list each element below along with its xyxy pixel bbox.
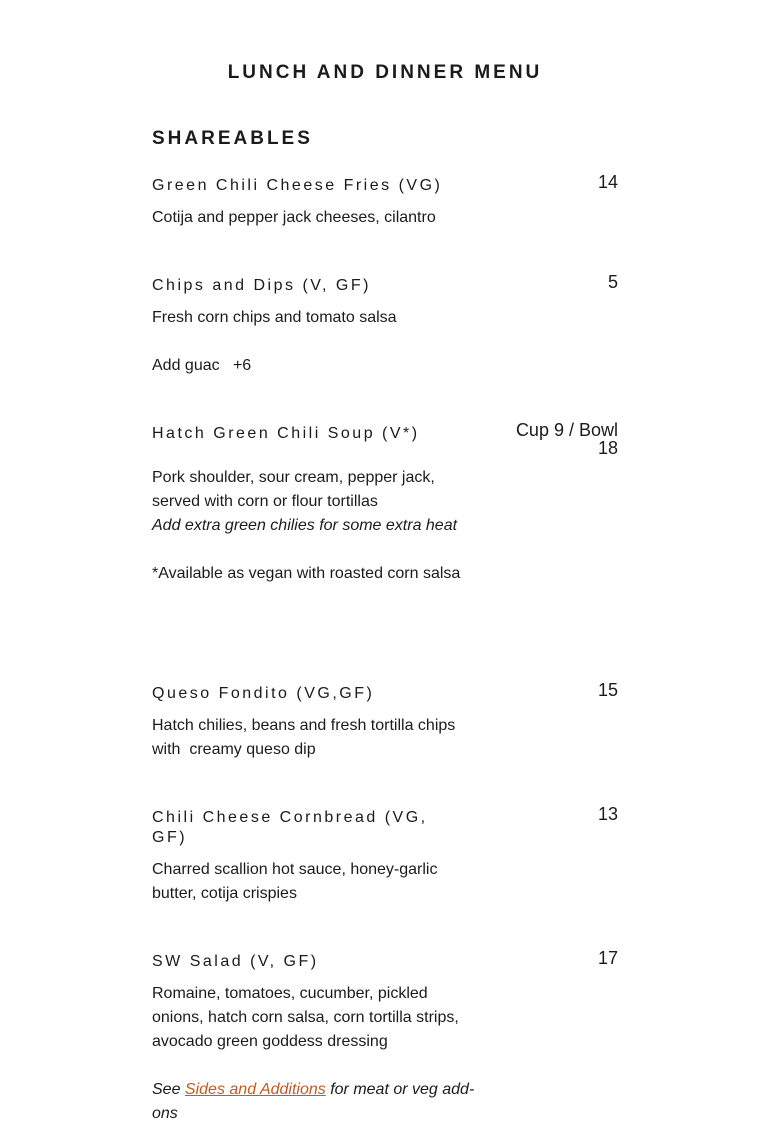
item-price: Cup 9 / Bowl 18 bbox=[515, 420, 618, 458]
item-price: 14 bbox=[597, 172, 618, 192]
menu-item bbox=[152, 172, 622, 230]
item-name: Chips and Dips (V, GF) bbox=[152, 277, 371, 294]
menu-item bbox=[152, 272, 622, 378]
section-title-shareables: SHAREABLES bbox=[152, 128, 313, 149]
item-name: SW Salad (V, GF) bbox=[152, 953, 319, 970]
item-price: 15 bbox=[597, 680, 618, 700]
item-name: Chili Cheese Cornbread (VG, GF) bbox=[152, 809, 428, 846]
item-desc-text: Charred scallion hot sauce, honey-garlic butter, cotija crispies bbox=[152, 861, 438, 902]
item-price: 13 bbox=[597, 804, 618, 824]
item-desc-text: Cotija and pepper jack cheeses, cilantro bbox=[152, 209, 436, 226]
item-description bbox=[152, 306, 477, 378]
page-title: LUNCH AND DINNER MENU bbox=[227, 62, 543, 83]
sides-and-additions-link[interactable]: Sides and Additions bbox=[184, 1081, 326, 1098]
item-price: 5 bbox=[607, 272, 618, 292]
item-description bbox=[152, 858, 477, 906]
menu-item bbox=[152, 804, 622, 906]
item-description bbox=[152, 714, 477, 762]
item-description bbox=[152, 982, 477, 1126]
item-price: 17 bbox=[597, 948, 618, 968]
item-description bbox=[152, 466, 477, 586]
menu-item bbox=[152, 948, 622, 1126]
item-description bbox=[152, 206, 477, 230]
item-desc-text: Pork shoulder, sour cream, pepper jack, served with corn or flour tortillas bbox=[152, 469, 435, 510]
item-desc-italic: Add extra green chilies for some extra heat bbox=[152, 517, 458, 534]
item-desc-text: Romaine, tomatoes, cucumber, pickled onions, hatch corn salsa, corn tortilla strips, avocado green goddess dressing bbox=[152, 985, 459, 1050]
item-name: Hatch Green Chili Soup (V*) bbox=[152, 425, 420, 442]
item-name: Queso Fondito (VG,GF) bbox=[152, 685, 375, 702]
menu-item bbox=[152, 680, 622, 762]
menu-item bbox=[152, 420, 622, 586]
item-desc-text: Hatch chilies, beans and fresh tortilla chips with creamy queso dip bbox=[152, 717, 460, 758]
item-see-note bbox=[152, 1078, 477, 1126]
item-desc-text: Fresh corn chips and tomato salsa bbox=[152, 309, 397, 326]
item-addon: Add guac +6 bbox=[152, 357, 252, 374]
see-text: See bbox=[152, 1081, 185, 1098]
see-after-text: for meat or veg add-ons bbox=[152, 1081, 475, 1122]
item-name: Green Chili Cheese Fries (VG) bbox=[152, 177, 443, 194]
item-note: *Available as vegan with roasted corn salsa bbox=[152, 565, 461, 582]
